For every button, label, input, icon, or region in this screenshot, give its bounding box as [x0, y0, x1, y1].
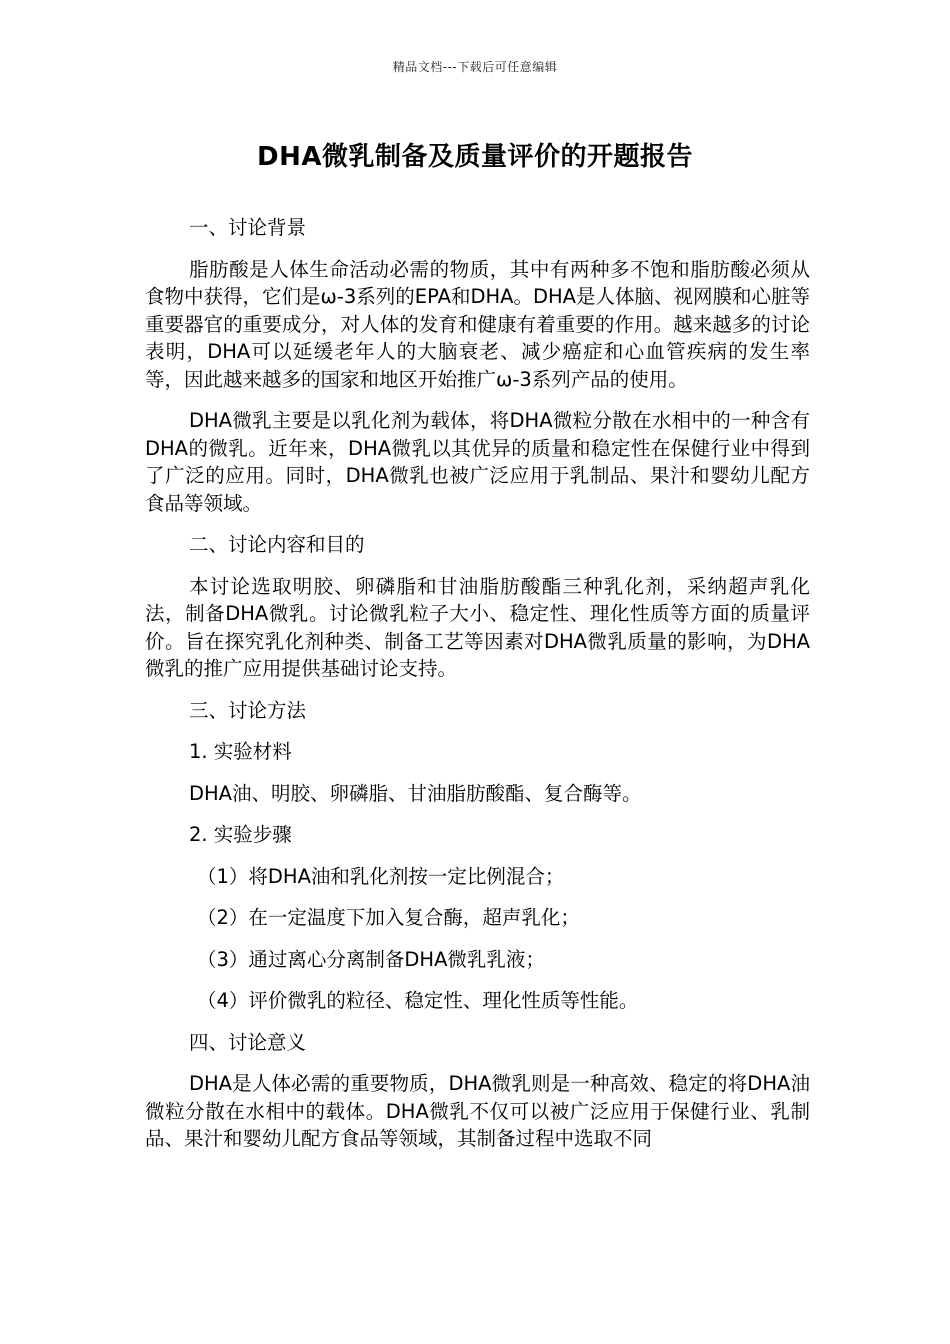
- subheading-materials: 1. 实验材料: [189, 740, 292, 763]
- step-item: （2）在一定温度下加入复合酶，超声乳化；: [197, 906, 580, 929]
- step-item: （4）评价微乳的粒径、稳定性、理化性质等性能。: [197, 989, 639, 1012]
- section-heading-content: 二、讨论内容和目的: [189, 533, 365, 556]
- document-body: [145, 214, 810, 1153]
- header-note: 精品文档---下载后可任意编辑: [392, 60, 558, 74]
- materials-list: DHA油、明胶、卵磷脂、甘油脂肪酸酯、复合酶等。: [189, 781, 642, 805]
- section-heading-method: 三、讨论方法: [189, 698, 307, 722]
- section-heading-background: 一、讨论背景: [189, 216, 307, 239]
- step-item: （1）将DHA油和乳化剂按一定比例混合；: [197, 864, 565, 888]
- paragraph-content: 本讨论选取明胶、卵磷脂和甘油脂肪酸酯三种乳化剂，采纳超声乳化法，制备DHA微乳。讨论微乳粒子大小、稳定性、理化性质等方面的质量评价。旨在探究乳化剂种类、制备工艺等因素对DHA微乳质量的影响，为DHA微乳的推广应用提供基础讨论支持。: [145, 574, 810, 680]
- paragraph-background-1: 脂肪酸是人体生命活动必需的物质，其中有两种多不饱和脂肪酸必须从食物中获得，它们是ω-3系列的EPA和DHA。DHA是人体脑、视网膜和心脏等重要器官的重要成分，对人体的发育和健康有着重要的作用。越来越多的讨论表明，DHA可以延缓老年人的大脑衰老、减少癌症和心血管疾病的发生率等，因此越来越多的国家和地区开始推广ω-3系列产品的使用。: [145, 257, 810, 391]
- subheading-steps: 2. 实验步骤: [189, 823, 292, 846]
- document-title: DHA微乳制备及质量评价的开题报告: [257, 142, 693, 172]
- paragraph-significance: DHA是人体必需的重要物质，DHA微乳则是一种高效、稳定的将DHA油微粒分散在水相中的载体。DHA微乳不仅可以被广泛应用于保健行业、乳制品、果汁和婴幼儿配方食品等领域，其制备过程中选取不同: [145, 1072, 810, 1150]
- section-heading-significance: 四、讨论意义: [189, 1030, 307, 1054]
- step-item: （3）通过离心分离制备DHA微乳乳液；: [197, 947, 545, 971]
- paragraph-background-2: DHA微乳主要是以乳化剂为载体，将DHA微粒分散在水相中的一种含有DHA的微乳。近年来，DHA微乳以其优异的质量和稳定性在保健行业中得到了广泛的应用。同时，DHA微乳也被广泛应用于乳制品、果汁和婴幼儿配方食品等领域。: [145, 409, 810, 515]
